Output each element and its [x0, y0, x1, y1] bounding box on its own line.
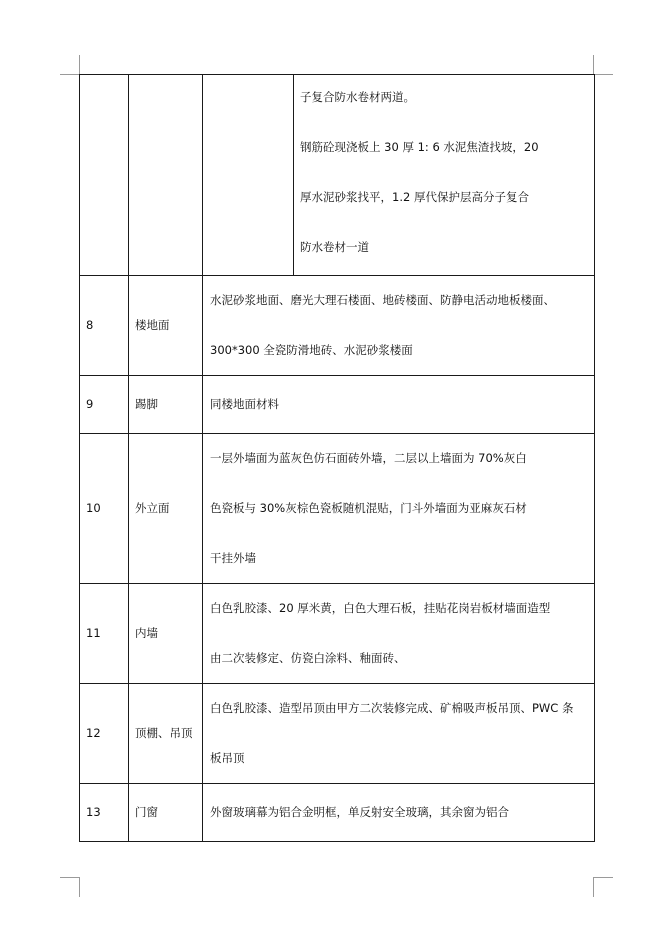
- crop-mark-top-left-v: [79, 55, 80, 75]
- description-line: 同楼地面材料: [210, 397, 279, 411]
- row-name-cell: 踢脚: [129, 376, 203, 434]
- description-line: 白色乳胶漆、20 厚米黄，白色大理石板，挂贴花岗岩板材墙面造型: [210, 601, 551, 615]
- description-line: 白色乳胶漆、造型吊顶由甲方二次装修完成、矿棉吸声板吊顶、PWC 条: [210, 701, 574, 715]
- row-description-cell: [203, 434, 595, 584]
- table-row: [80, 376, 595, 434]
- row-name-cell: 门窗: [129, 784, 203, 842]
- row-number-cell: 11: [80, 584, 129, 684]
- table-row: [80, 584, 595, 684]
- description-line: 钢筋砼现浇板上 30 厚 1: 6 水泥焦渣找坡，20: [300, 140, 539, 154]
- crop-mark-bottom-left-h: [60, 877, 80, 878]
- table-row: [80, 434, 595, 584]
- crop-mark-bottom-left-v: [79, 877, 80, 897]
- row-number-cell: 12: [80, 684, 129, 784]
- row-name-cell: 外立面: [129, 434, 203, 584]
- row-description-cell: [203, 684, 595, 784]
- row-name-cell: 楼地面: [129, 276, 203, 376]
- row-name-cell: 顶棚、吊顶: [129, 684, 203, 784]
- row-number-cell: 10: [80, 434, 129, 584]
- table-row: [80, 276, 595, 376]
- description-line: 色瓷板与 30%灰棕色瓷板随机混贴，门斗外墙面为亚麻灰石材: [210, 501, 527, 515]
- row-number-cell: [80, 75, 129, 276]
- description-line: 厚水泥砂浆找平，1.2 厚代保护层高分子复合: [300, 190, 529, 204]
- table-row: [80, 684, 595, 784]
- table-row: [80, 75, 595, 276]
- crop-mark-top-right-h: [593, 74, 613, 75]
- description-line: 300*300 全瓷防滑地砖、水泥砂浆楼面: [210, 343, 413, 357]
- table-row: [80, 784, 595, 842]
- row-description-cell: [203, 784, 595, 842]
- row-number-cell: 9: [80, 376, 129, 434]
- description-line: 一层外墙面为蓝灰色仿石面砖外墙，二层以上墙面为 70%灰白: [210, 451, 527, 465]
- description-line: 子复合防水卷材两道。: [300, 90, 415, 104]
- description-line: 干挂外墙: [210, 551, 256, 565]
- row-number-cell: 13: [80, 784, 129, 842]
- description-line: 由二次装修定、仿瓷白涂料、釉面砖、: [210, 651, 406, 665]
- specification-table: [79, 74, 595, 842]
- crop-mark-bottom-right-v: [593, 877, 594, 897]
- row-description-cell: [203, 276, 595, 376]
- row-description-cell: [203, 376, 595, 434]
- row-name-cell: [129, 75, 203, 276]
- description-line: 板吊顶: [210, 751, 245, 765]
- row-number-cell: 8: [80, 276, 129, 376]
- description-line: 水泥砂浆地面、磨光大理石楼面、地砖楼面、防静电活动地板楼面、: [210, 293, 555, 307]
- row-name-cell: 内墙: [129, 584, 203, 684]
- row-description-cell: [203, 584, 595, 684]
- crop-mark-top-right-v: [593, 55, 594, 75]
- crop-mark-top-left-h: [60, 74, 80, 75]
- row-blank-cell: [203, 75, 294, 276]
- description-line: 外窗玻璃幕为铝合金明框，单反射安全玻璃，其余窗为铝合: [210, 805, 509, 819]
- crop-mark-bottom-right-h: [593, 877, 613, 878]
- row-description-cell: [294, 75, 595, 276]
- description-line: 防水卷材一道: [300, 240, 369, 254]
